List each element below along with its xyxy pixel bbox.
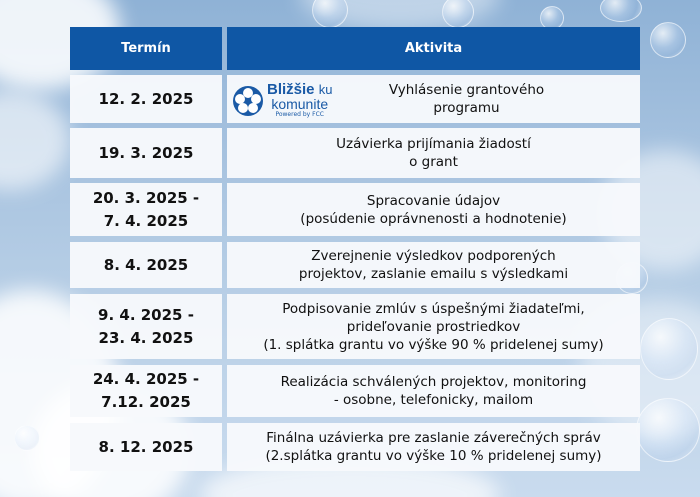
table-header-row	[70, 27, 640, 70]
activity-cell: Finálna uzávierka pre zaslanie záverečných správ (2.splátka grantu vo výške 10 % pridelenej sumy)	[227, 423, 640, 471]
date-cell: 19. 3. 2025	[70, 128, 222, 178]
blizsie-ku-komunite-logo: Bližšie ku komunite Powered by FCC	[233, 80, 345, 122]
date-cell: 8. 12. 2025	[70, 423, 222, 471]
activity-cell: Zverejnenie výsledkov podporených projektov, zaslanie emailu s výsledkami	[227, 242, 640, 288]
flower-icon	[233, 86, 263, 116]
date-cell: 12. 2. 2025	[70, 75, 222, 123]
table-row	[70, 242, 640, 288]
activity-cell: Uzávierka prijímania žiadostí o grant	[227, 128, 640, 178]
table-row	[70, 365, 640, 417]
date-cell: 20. 3. 2025 - 7. 4. 2025	[70, 183, 222, 236]
date-cell: 8. 4. 2025	[70, 242, 222, 288]
activity-cell: Realizácia schválených projektov, monitoring - osobne, telefonicky, mailom	[227, 365, 640, 417]
activity-cell: Spracovanie údajov (posúdenie oprávnenosti a hodnotenie)	[227, 183, 640, 236]
table-row	[70, 423, 640, 471]
table-row	[70, 183, 640, 236]
table-row	[70, 128, 640, 178]
header-date: Termín	[70, 27, 222, 70]
date-cell: 9. 4. 2025 - 23. 4. 2025	[70, 294, 222, 359]
activity-cell: Bližšie ku komunite Powered by FCC Vyhlásenie grantového programu	[227, 75, 640, 123]
date-cell: 24. 4. 2025 - 7.12. 2025	[70, 365, 222, 417]
activity-cell: Podpisovanie zmlúv s úspešnými žiadateľmi, prideľovanie prostriedkov (1. splátka grantu vo výške 90 % pridelenej sumy)	[227, 294, 640, 359]
header-activity: Aktivita	[227, 27, 640, 70]
table-row	[70, 75, 640, 123]
table-row	[70, 294, 640, 359]
